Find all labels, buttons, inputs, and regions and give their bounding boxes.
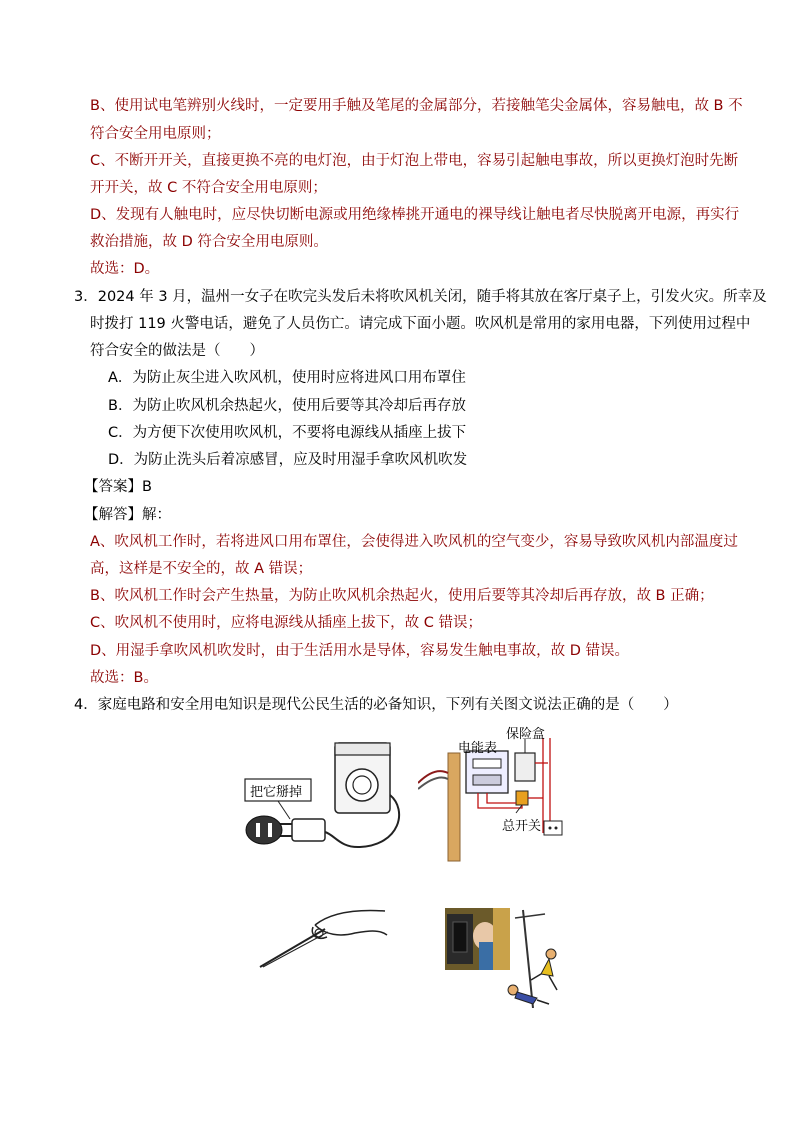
q3-analysis-a-2: 高，这样是不安全的，故 A 错误；	[90, 561, 313, 577]
figure-household-circuit	[418, 723, 573, 863]
prev-analysis-d-1: D、发现有人触电时，应尽快切断电源或用绝缘棒挑开通电的裸导线让触电者尽快脱离开电源，再实行	[90, 207, 740, 223]
q3-option-c: C．为方便下次使用吹风机，不要将电源线从插座上拔下	[108, 425, 467, 441]
q3-stem-2: 时拨打 119 火警电话，避免了人员伤亡。请完成下面小题。吹风机是常用的家用电器，下列使用过程中	[90, 316, 751, 332]
q3-stem-1: 3．2024 年 3 月，温州一女子在吹完头发后未将吹风机关闭，随手将其放在客厅桌子上，引发火灾。所幸及	[74, 289, 767, 305]
q3-option-a: A．为防止灰尘进入吹风机，使用时应将进风口用布罩住	[108, 370, 466, 386]
figure-test-pen	[255, 905, 390, 970]
plug-label: 把它掰掉	[250, 785, 303, 800]
q3-option-b: B．为防止吹风机余热起火，使用后要等其冷却后再存放	[108, 398, 466, 414]
q3-analysis-a-1: A、吹风机工作时，若将进风口用布罩住，会使得进入吹风机的空气变少，容易导致吹风机内部温度过	[90, 534, 738, 550]
q3-answer: 【答案】B	[84, 479, 152, 495]
q3-analysis-c: C、吹风机不使用时，应将电源线从插座上拔下，故 C 错误；	[90, 615, 482, 631]
prev-analysis-d-2: 救治措施，故 D 符合安全用电原则。	[90, 234, 328, 250]
prev-analysis-c-1: C、不断开开关，直接更换不亮的电灯泡，由于灯泡上带电，容易引起触电事故，所以更换灯泡时先断	[90, 153, 739, 169]
prev-analysis-c-2: 开开关，故 C 不符合安全用电原则；	[90, 180, 327, 196]
q3-analysis-b: B、吹风机工作时会产生热量，为防止吹风机余热起火，使用后要等其冷却后再存放，故 B 正确；	[90, 588, 714, 604]
figure-electric-shock	[445, 908, 565, 1008]
prev-analysis-b-1: B、使用试电笔辨别火线时，一定要用手触及笔尾的金属部分，若接触笔尖金属体，容易触电，故 B 不	[90, 98, 743, 114]
fuse-box-label: 保险盒	[506, 727, 546, 742]
q3-analysis-d: D、用湿手拿吹风机吹发时，由于生活用水是导体，容易发生触电事故，故 D 错误。	[90, 643, 630, 659]
meter-label: 电能表	[458, 741, 498, 756]
main-switch-label: 总开关	[502, 819, 542, 834]
q3-analysis-label: 【解答】解：	[84, 507, 171, 523]
prev-answer: 故选：D。	[90, 261, 160, 277]
q3-stem-3: 符合安全的做法是（ ）	[90, 343, 264, 359]
figure-plug-appliance	[240, 735, 410, 860]
q3-option-d: D．为防止洗头后着凉感冒，应及时用湿手拿吹风机吹发	[108, 452, 468, 468]
q3-final-answer: 故选：B。	[90, 670, 158, 686]
q4-stem: 4．家庭电路和安全用电知识是现代公民生活的必备知识，下列有关图文说法正确的是（ ）	[74, 697, 678, 713]
prev-analysis-b-2: 符合安全用电原则；	[90, 126, 221, 142]
